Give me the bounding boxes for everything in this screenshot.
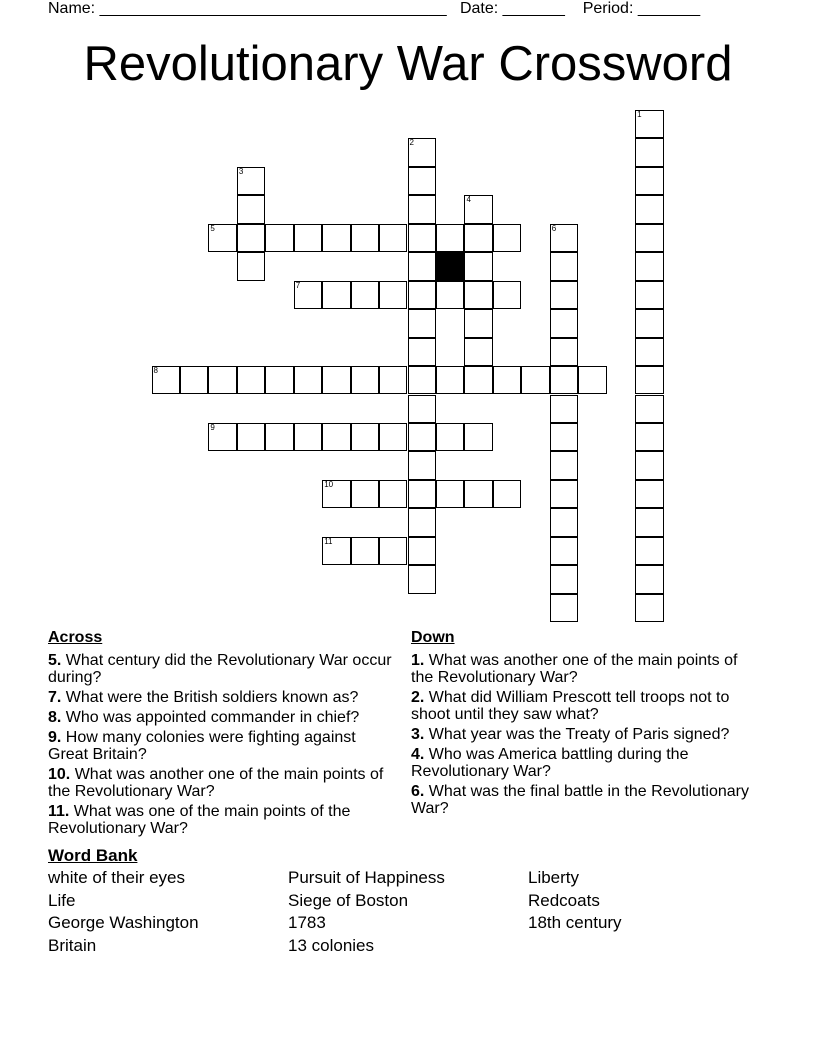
crossword-cell[interactable] (351, 281, 379, 309)
word-bank-item: Siege of Boston (288, 890, 409, 910)
crossword-cell[interactable] (550, 594, 578, 622)
clue-number: 10 (324, 479, 334, 489)
crossword-cell[interactable] (493, 281, 521, 309)
crossword-cell[interactable] (464, 338, 492, 366)
crossword-cell[interactable] (493, 366, 521, 394)
crossword-cell[interactable] (208, 366, 236, 394)
crossword-cell[interactable] (408, 167, 436, 195)
across-clue (48, 803, 398, 837)
crossword-cell[interactable] (379, 423, 407, 451)
crossword-cell[interactable] (635, 338, 663, 366)
crossword-cell[interactable] (578, 366, 606, 394)
crossword-cell[interactable] (322, 480, 350, 508)
across-clue (48, 652, 398, 686)
clue-number-label: 11. (48, 803, 70, 820)
crossword-cell[interactable] (464, 224, 492, 252)
clue-number-label: 5. (48, 652, 62, 669)
clue-number: 2 (409, 138, 414, 148)
crossword-cell[interactable] (237, 366, 265, 394)
crossword-cell[interactable] (550, 281, 578, 309)
crossword-cell[interactable] (464, 195, 492, 223)
crossword-cell[interactable] (635, 594, 663, 622)
crossword-cell[interactable] (237, 195, 265, 223)
clue-number-label: 1. (411, 652, 425, 669)
word-bank-item: 13 colonies (288, 935, 375, 955)
page-title: Revolutionary War Crossword (83, 37, 733, 91)
crossword-cell[interactable] (408, 480, 436, 508)
crossword-cell[interactable] (635, 110, 663, 138)
crossword-cell[interactable] (351, 366, 379, 394)
crossword-cell[interactable] (265, 366, 293, 394)
crossword-cell[interactable] (294, 423, 322, 451)
crossword-cell[interactable] (635, 281, 663, 309)
crossword-cell[interactable] (493, 224, 521, 252)
crossword-cell[interactable] (635, 138, 663, 166)
crossword-cell[interactable] (408, 309, 436, 337)
crossword-cell[interactable] (408, 451, 436, 479)
crossword-cell[interactable] (550, 252, 578, 280)
across-clue (48, 729, 398, 763)
word-bank-item: Pursuit of Happiness (288, 868, 445, 887)
crossword-cell[interactable] (379, 366, 407, 394)
clue-number-label: 10. (48, 766, 71, 783)
clue-number: 5 (210, 223, 215, 233)
crossword-cell[interactable] (464, 252, 492, 280)
crossword-cell[interactable] (635, 309, 663, 337)
crossword-cell[interactable] (635, 252, 663, 280)
crossword-cell[interactable] (550, 395, 578, 423)
clue-number-label: 2. (411, 689, 425, 706)
crossword-cell[interactable] (550, 451, 578, 479)
word-bank-item: white of their eyes (48, 868, 186, 887)
crossword-cell[interactable] (408, 423, 436, 451)
crossword-cell[interactable] (152, 366, 180, 394)
word-bank-item: 18th century (528, 913, 622, 932)
crossword-cell[interactable] (294, 366, 322, 394)
across-clues (48, 652, 398, 840)
crossword-cell[interactable] (351, 224, 379, 252)
clue-number-label: 3. (411, 726, 425, 743)
crossword-cell[interactable] (351, 423, 379, 451)
clue-number: 11 (324, 536, 333, 546)
crossword-cell[interactable] (436, 480, 464, 508)
crossword-cell[interactable] (464, 480, 492, 508)
crossword-cell[interactable] (635, 366, 663, 394)
clue-text: What did William Prescott tell troops not to shoot until they saw what? (411, 689, 730, 723)
clue-number-label: 7. (48, 689, 62, 706)
header-name-date-period: Name: _______________________________________ Date: _______ Period: _______ (48, 0, 701, 17)
word-bank-item: Redcoats (528, 890, 600, 910)
crossword-cell[interactable] (550, 565, 578, 593)
crossword-cell[interactable] (237, 167, 265, 195)
down-clue (411, 652, 761, 686)
word-bank-column (528, 867, 622, 935)
word-bank-heading: Word Bank (48, 846, 138, 865)
clue-text: How many colonies were fighting against Great Britain? (48, 729, 356, 763)
crossword-cell[interactable] (408, 537, 436, 565)
crossword-cell[interactable] (322, 366, 350, 394)
word-bank-column (288, 867, 445, 957)
crossword-cell[interactable] (635, 537, 663, 565)
crossword-cell[interactable] (550, 224, 578, 252)
crossword-cell[interactable] (635, 480, 663, 508)
clue-number-label: 8. (48, 709, 62, 726)
crossword-cell[interactable] (550, 338, 578, 366)
crossword-cell[interactable] (265, 423, 293, 451)
crossword-cell[interactable] (237, 423, 265, 451)
crossword-cell[interactable] (208, 224, 236, 252)
crossword-cell[interactable] (550, 537, 578, 565)
crossword-cell[interactable] (635, 423, 663, 451)
crossword-cell[interactable] (322, 224, 350, 252)
crossword-cell[interactable] (635, 167, 663, 195)
clue-text: What century did the Revolutionary War occur during? (48, 652, 392, 686)
clue-number: 7 (295, 280, 301, 290)
crossword-cell[interactable] (408, 252, 436, 280)
across-clue (48, 709, 398, 726)
clue-number-label: 9. (48, 729, 62, 746)
crossword-cell[interactable] (550, 508, 578, 536)
crossword-cell[interactable] (408, 281, 436, 309)
crossword-cell[interactable] (379, 537, 407, 565)
down-heading: Down (411, 629, 455, 646)
crossword-cell[interactable] (408, 224, 436, 252)
crossword-cell[interactable] (322, 281, 350, 309)
across-clue (48, 766, 398, 800)
word-bank-column (48, 867, 199, 957)
down-clue (411, 746, 761, 780)
crossword-cell[interactable] (635, 224, 663, 252)
crossword-cell[interactable] (265, 224, 293, 252)
crossword-cell[interactable] (408, 565, 436, 593)
word-bank-item: Britain (48, 935, 97, 955)
clue-text: What were the British soldiers known as? (61, 689, 359, 706)
crossword-cell[interactable] (464, 423, 492, 451)
crossword-cell[interactable] (464, 366, 492, 394)
crossword-cell[interactable] (635, 195, 663, 223)
crossword-cell[interactable] (436, 423, 464, 451)
across-clue (48, 689, 398, 706)
down-clue (411, 726, 761, 743)
crossword-cell[interactable] (550, 366, 578, 394)
crossword-cell[interactable] (408, 508, 436, 536)
clue-text: What was another one of the main points of the Revolutionary War? (411, 652, 738, 686)
crossword-cell[interactable] (237, 224, 265, 252)
crossword-cell[interactable] (408, 338, 436, 366)
clue-text: Who was appointed commander in chief? (61, 709, 360, 726)
crossword-cell[interactable] (635, 508, 663, 536)
crossword-cell[interactable] (550, 309, 578, 337)
across-heading: Across (48, 629, 103, 646)
crossword-cell[interactable] (408, 195, 436, 223)
down-clue (411, 689, 761, 723)
clue-number: 3 (238, 166, 244, 176)
clue-number: 9 (210, 422, 215, 432)
crossword-cell[interactable] (351, 537, 379, 565)
down-clue (411, 783, 761, 817)
crossword-cell[interactable] (436, 224, 464, 252)
clue-text: What was another one of the main points of the Revolutionary War? (48, 766, 384, 800)
down-clues (411, 652, 761, 820)
crossword-cell[interactable] (408, 138, 436, 166)
crossword-cell[interactable] (521, 366, 549, 394)
crossword-cell[interactable] (408, 395, 436, 423)
word-bank-item: Life (48, 890, 76, 910)
crossword-cell[interactable] (635, 451, 663, 479)
crossword-cell[interactable] (379, 224, 407, 252)
crossword-cell[interactable] (635, 565, 663, 593)
crossword-cell[interactable] (493, 480, 521, 508)
clue-number-label: 6. (411, 783, 425, 800)
crossword-cell[interactable] (294, 281, 322, 309)
crossword-cell[interactable] (322, 537, 350, 565)
crossword-cell[interactable] (464, 309, 492, 337)
clue-number: 8 (153, 366, 158, 376)
word-bank-item: 1783 (288, 913, 326, 932)
crossword-cell[interactable] (322, 423, 350, 451)
crossword-cell[interactable] (635, 395, 663, 423)
crossword-cell[interactable] (464, 281, 492, 309)
clue-text: Who was America battling during the Revolutionary War? (411, 746, 689, 780)
clue-number: 4 (466, 195, 471, 205)
crossword-cell[interactable] (379, 480, 407, 508)
crossword-cell[interactable] (379, 281, 407, 309)
clue-number: 1 (637, 110, 642, 119)
crossword-cell[interactable] (550, 480, 578, 508)
crossword-cell[interactable] (351, 480, 379, 508)
word-bank-item: George Washington (48, 913, 199, 932)
black-square (436, 252, 464, 280)
crossword-cell[interactable] (436, 366, 464, 394)
crossword-cell[interactable] (294, 224, 322, 252)
clue-text: What was one of the main points of the Revolutionary War? (48, 803, 351, 837)
clue-number: 6 (551, 223, 557, 233)
crossword-cell[interactable] (208, 423, 236, 451)
crossword-cell[interactable] (550, 423, 578, 451)
crossword-cell[interactable] (436, 281, 464, 309)
crossword-cell[interactable] (180, 366, 208, 394)
clue-number-label: 4. (411, 746, 425, 763)
clue-text: What year was the Treaty of Paris signed? (424, 726, 730, 743)
crossword-cell[interactable] (237, 252, 265, 280)
clue-text: What was the final battle in the Revolutionary War? (411, 783, 749, 817)
word-bank-item: Liberty (528, 868, 580, 887)
crossword-cell[interactable] (408, 366, 436, 394)
